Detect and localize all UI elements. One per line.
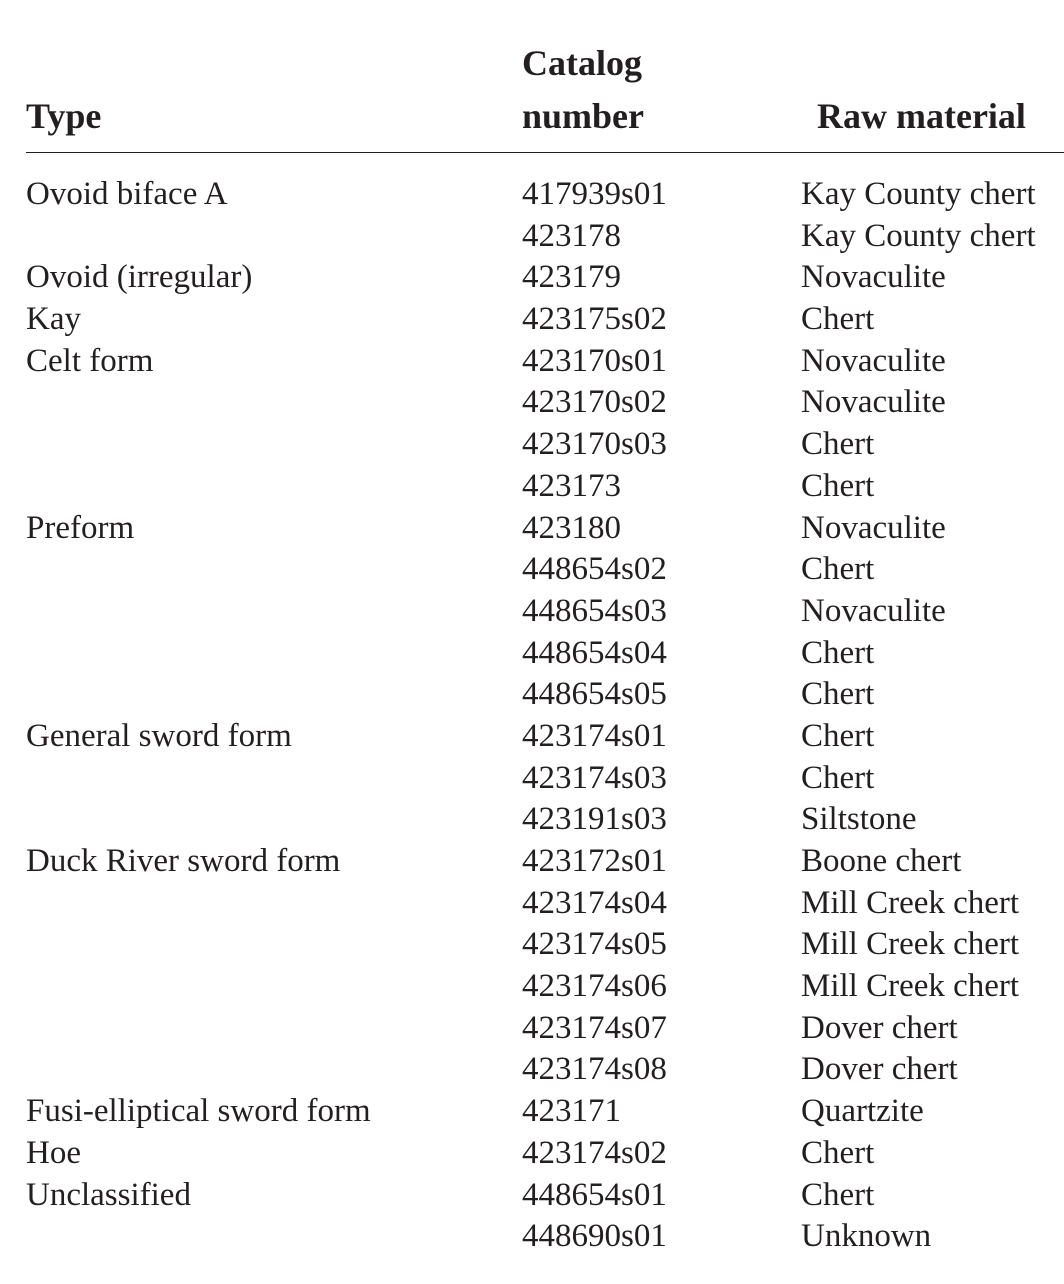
raw-material-cell: Chert (801, 301, 875, 338)
raw-material-cell: Kay County chert (801, 217, 1036, 254)
table-row (0, 716, 1064, 758)
raw-material-cell: Chert (801, 1176, 875, 1213)
catalog-cell: 423180 (522, 509, 621, 546)
raw-material-cell: Dover chert (801, 1009, 958, 1046)
table-row (0, 299, 1064, 341)
catalog-cell: 423178 (522, 217, 621, 254)
column-header-raw-material: Raw material (817, 96, 1026, 136)
catalog-cell: 423174s08 (522, 1051, 667, 1088)
type-cell: Celt form (26, 342, 154, 379)
catalog-cell: 423174s05 (522, 926, 667, 963)
table-row (0, 841, 1064, 883)
raw-material-cell: Chert (801, 676, 875, 713)
type-cell: Preform (26, 509, 135, 546)
catalog-cell: 423170s02 (522, 384, 667, 421)
table-row (0, 1133, 1064, 1175)
catalog-cell: 423174s04 (522, 884, 667, 921)
catalog-cell: 423173 (522, 467, 621, 504)
raw-material-cell: Novaculite (801, 384, 946, 421)
table-row (0, 549, 1064, 591)
catalog-cell: 448654s05 (522, 676, 667, 713)
raw-material-cell: Novaculite (801, 509, 946, 546)
catalog-cell: 423171 (522, 1093, 621, 1130)
table-row (0, 924, 1064, 966)
table-row (0, 508, 1064, 550)
table-body (0, 174, 1064, 1258)
table-row (0, 174, 1064, 216)
table-row (0, 1049, 1064, 1091)
table-row (0, 1091, 1064, 1133)
catalog-cell: 423179 (522, 259, 621, 296)
column-header-catalog-line2: number (522, 96, 645, 136)
raw-material-cell: Dover chert (801, 1051, 958, 1088)
catalog-cell: 417939s01 (522, 176, 667, 212)
catalog-cell: 448690s01 (522, 1218, 667, 1255)
table-row (0, 341, 1064, 383)
table-row (0, 966, 1064, 1008)
type-cell: Kay (26, 301, 81, 338)
raw-material-cell: Novaculite (801, 592, 946, 629)
catalog-cell: 423175s02 (522, 301, 667, 338)
catalog-cell: 448654s02 (522, 551, 667, 588)
type-cell: Fusi-elliptical sword form (26, 1093, 371, 1130)
raw-material-cell: Siltstone (801, 801, 917, 838)
column-header-catalog-line1: Catalog (522, 43, 642, 83)
raw-material-cell: Kay County chert (801, 176, 1036, 212)
table-row (0, 1216, 1064, 1258)
table-row (0, 1008, 1064, 1050)
table-row (0, 799, 1064, 841)
catalog-cell: 423174s02 (522, 1134, 667, 1171)
raw-material-cell: Boone chert (801, 843, 962, 879)
catalog-cell: 448654s04 (522, 634, 667, 671)
raw-material-cell: Novaculite (801, 259, 946, 296)
table-row (0, 1175, 1064, 1217)
table-row (0, 424, 1064, 466)
catalog-cell: 423174s03 (522, 759, 667, 796)
raw-material-cell: Chert (801, 426, 875, 463)
table-row (0, 883, 1064, 925)
raw-material-cell: Unknown (801, 1218, 932, 1255)
type-cell: Unclassified (26, 1176, 191, 1213)
catalog-cell: 423172s01 (522, 843, 667, 879)
raw-material-cell: Mill Creek chert (801, 884, 1020, 921)
table-row (0, 382, 1064, 424)
raw-material-cell: Novaculite (801, 342, 946, 379)
type-cell: Ovoid (irregular) (26, 259, 253, 296)
table-row (0, 591, 1064, 633)
type-cell: General sword form (26, 717, 292, 754)
raw-material-cell: Mill Creek chert (801, 926, 1020, 963)
catalog-cell: 448654s03 (522, 592, 667, 629)
catalog-cell: 448654s01 (522, 1176, 667, 1213)
catalog-cell: 423174s07 (522, 1009, 667, 1046)
catalog-cell: 423191s03 (522, 801, 667, 838)
raw-material-cell: Chert (801, 759, 875, 796)
table-row (0, 216, 1064, 258)
raw-material-cell: Mill Creek chert (801, 968, 1020, 1005)
table-row (0, 466, 1064, 508)
raw-material-cell: Chert (801, 1134, 875, 1171)
table-row (0, 257, 1064, 299)
table-row (0, 674, 1064, 716)
catalog-cell: 423170s01 (522, 342, 667, 379)
table-row (0, 758, 1064, 800)
catalog-cell: 423174s01 (522, 717, 667, 754)
table-row (0, 633, 1064, 675)
catalog-cell: 423174s06 (522, 968, 667, 1005)
header-rule (26, 152, 1064, 153)
raw-material-cell: Chert (801, 634, 875, 671)
raw-material-cell: Chert (801, 551, 875, 588)
raw-material-cell: Quartzite (801, 1093, 924, 1130)
column-header-type: Type (26, 96, 102, 136)
raw-material-cell: Chert (801, 467, 875, 504)
catalog-cell: 423170s03 (522, 426, 667, 463)
type-cell: Hoe (26, 1134, 81, 1171)
raw-material-cell: Chert (801, 717, 875, 754)
type-cell: Duck River sword form (26, 843, 341, 879)
type-cell: Ovoid biface A (26, 176, 228, 212)
